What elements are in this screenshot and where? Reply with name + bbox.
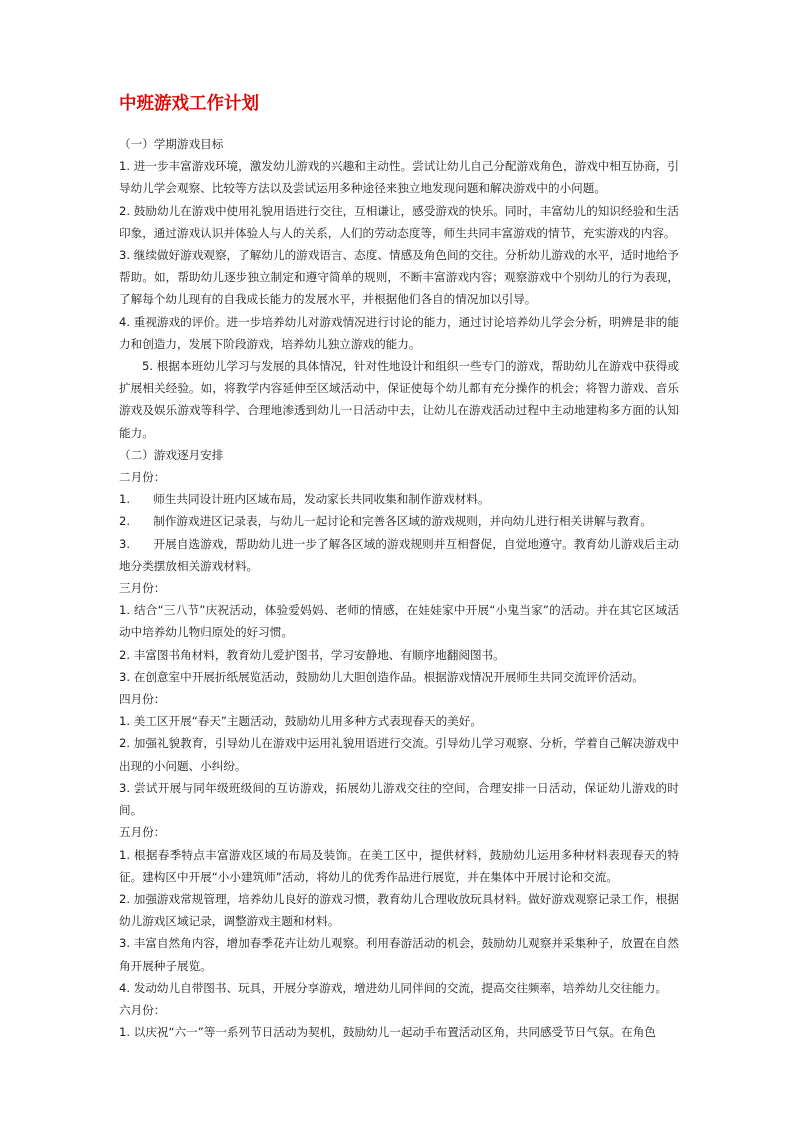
- document-title: 中班游戏工作计划: [119, 94, 259, 114]
- march-item-2: 2. 丰富图书角材料，教育幼儿爱护图书，学习安静地、有顺序地翻阅图书。: [119, 647, 505, 662]
- month-heading-june: 六月份：: [119, 1002, 166, 1017]
- april-item-2: 2. 加强礼貌教育，引导幼儿在游戏中运用礼貌用语进行交流。引导幼儿学习观察、分析，学着自己解决游戏中出现的小问题、小纠纷。: [119, 736, 679, 773]
- may-item-2: 2. 加强游戏常规管理，培养幼儿良好的游戏习惯，教育幼儿合理收放玩具材料。做好游戏观察记录工作，根据幼儿游戏区域记录，调整游戏主题和材料。: [119, 891, 679, 929]
- month-heading-april: 四月份：: [119, 692, 166, 707]
- month-heading-may: 五月份：: [119, 825, 166, 840]
- march-item-3: 3. 在创意室中开展折纸展览活动，鼓励幼儿大胆创造作品。根据游戏情况开展师生共同交流评价活动。: [119, 669, 644, 684]
- february-item-2: 2. 制作游戏进区记录表，与幼儿一起讨论和完善各区域的游戏规则，并向幼儿进行相关讲解与教育。: [119, 514, 652, 529]
- april-item-1: 1. 美工区开展“春天”主题活动，鼓励幼儿用多种方式表现春天的美好。: [119, 714, 482, 729]
- february-item-3: 3. 开展自选游戏，帮助幼儿进一步了解各区域的游戏规则并互相督促，自觉地遵守。教育幼儿游戏后主动地分类摆放相关游戏材料。: [119, 536, 679, 573]
- month-heading-february: 二月份：: [119, 470, 166, 485]
- section-heading-goals: （一）学期游戏目标: [119, 137, 224, 151]
- goal-item-4: 4. 重视游戏的评价。进一步培养幼儿对游戏情况进行讨论的能力，通过讨论培养幼儿学会分析，明辨是非的能力和创造力，发展下阶段游戏，培养幼儿独立游戏的能力。: [119, 314, 679, 351]
- document-page: [119, 92, 679, 1043]
- june-item-1: 1. 以庆祝“六一”等一系列节日活动为契机，鼓励幼儿一起动手布置活动区角，共同感受节日气氛。在角色: [119, 1025, 656, 1040]
- section-heading-monthly: （二）游戏逐月安排: [119, 447, 224, 462]
- may-item-1: 1. 根据春季特点丰富游戏区域的布局及装饰。在美工区中，提供材料，鼓励幼儿运用多种材料表现春天的特征。建构区中开展“小小建筑师”活动，将幼儿的优秀作品进行展览，并在集体中开展讨论和交流。: [119, 847, 679, 884]
- may-item-4: 4. 发动幼儿自带图书、玩具，开展分享游戏，增进幼儿同伴间的交流，提高交往频率，培养幼儿交往能力。: [119, 980, 668, 995]
- april-item-3: 3. 尝试开展与同年级班级间的互访游戏，拓展幼儿游戏交往的空间，合理安排一日活动，保证幼儿游戏的时间。: [119, 780, 679, 818]
- may-item-3: 3. 丰富自然角内容，增加春季花卉让幼儿观察。利用春游活动的机会，鼓励幼儿观察并采集种子，放置在自然角开展种子展览。: [119, 936, 679, 973]
- march-item-1: 1. 结合“三八节”庆祝活动，体验爱妈妈、老师的情感，在娃娃家中开展“小鬼当家”的活动。并在其它区域活动中培养幼儿物归原处的好习惯。: [119, 603, 679, 640]
- month-heading-march: 三月份：: [119, 581, 166, 596]
- goal-item-2: 2. 鼓励幼儿在游戏中使用礼貌用语进行交往，互相谦让，感受游戏的快乐。同时，丰富幼儿的知识经验和生活印象，通过游戏认识并体验人与人的关系，人们的劳动态度等，师生共同丰富游戏的情节，充实游戏的内容。: [119, 203, 679, 240]
- goal-item-1: 1. 进一步丰富游戏环境，激发幼儿游戏的兴趣和主动性。尝试让幼儿自己分配游戏角色，游戏中相互协商，引导幼儿学会观察、比较等方法以及尝试运用多种途径来独立地发现问题和解决游戏中的小问题。: [119, 159, 679, 196]
- february-item-1: 1. 师生共同设计班内区域布局，发动家长共同收集和制作游戏材料。: [119, 492, 490, 507]
- goal-item-5: 5. 根据本班幼儿学习与发展的具体情况，针对性地设计和组织一些专门的游戏，帮助幼儿在游戏中获得或扩展相关经验。如，将教学内容延伸至区域活动中，保证使每个幼儿都有充分操作的机会；将智力游戏、音乐游戏及娱乐游戏等科学、合理地渗透到幼儿一日活动中去，让幼儿在游戏活动过程中主动地建构多方面的认知能力。: [119, 359, 679, 440]
- goal-item-3: 3. 继续做好游戏观察，了解幼儿的游戏语言、态度、情感及角色间的交往。分析幼儿游戏的水平，适时地给予帮助。如，帮助幼儿逐步独立制定和遵守简单的规则，不断丰富游戏内容；观察游戏中个别幼儿的行为表现，了解每个幼儿现有的自我成长能力的发展水平，并根据他们各自的情况加以引导。: [119, 248, 679, 307]
